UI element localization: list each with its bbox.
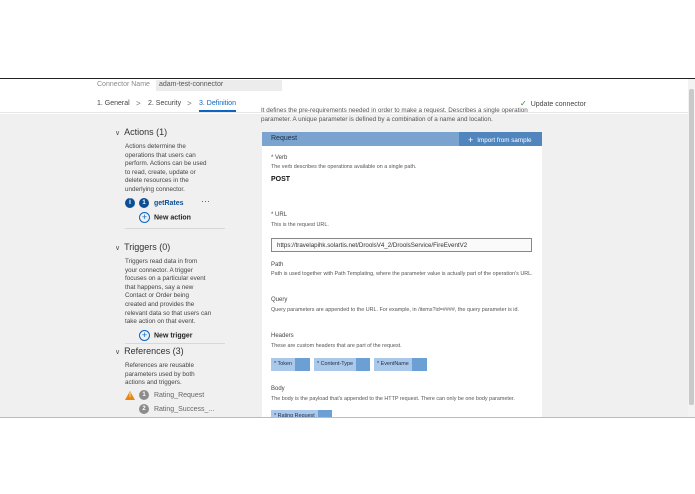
actions-description: Actions determine the operations that users can perform. Actions can be used to read, create, update or delete resources in the underlying connector.	[125, 143, 207, 193]
body-chip-rating-request[interactable]	[271, 410, 332, 418]
add-icon: +	[139, 212, 150, 223]
divider	[125, 343, 225, 344]
add-icon: +	[139, 330, 150, 341]
action-label: getRates	[153, 199, 184, 207]
body-label: Body	[271, 386, 285, 392]
chip-label: * Content-Type	[314, 358, 356, 371]
update-connector-label: Update connector	[530, 101, 586, 108]
import-label: Import from sample	[477, 137, 532, 144]
references-description: References are reusable parameters used by both actions and triggers.	[125, 362, 195, 387]
new-action-label: New action	[154, 214, 191, 222]
scrollbar-thumb[interactable]	[689, 89, 694, 405]
query-description: Query parameters are appended to the URL. For example, in /items?id=####, the query parameter is id.	[271, 307, 519, 313]
references-section-toggle[interactable]	[115, 346, 184, 356]
triggers-section-toggle[interactable]	[115, 242, 170, 252]
more-options-icon[interactable]: ···	[201, 196, 210, 206]
chevron-down-icon: ∨	[115, 245, 121, 252]
checkmark-icon: ✓	[520, 99, 527, 108]
connector-name-row	[0, 79, 688, 93]
verb-label: * Verb	[271, 155, 288, 161]
verb-value[interactable]: POST	[271, 176, 291, 183]
reference-label: Rating_Success_...	[153, 405, 215, 413]
request-panel	[262, 132, 542, 418]
connector-name-label: Connector Name	[97, 81, 150, 88]
reference-label: Rating_Request	[153, 391, 205, 399]
references-title: References (3)	[124, 346, 184, 356]
request-title: Request	[271, 135, 298, 142]
info-icon: i	[125, 198, 135, 208]
definition-intro: It defines the pre-requirements needed in order to make a request. Describes a single operation parameter. A unique parameter is defined by a combination of a name and location.	[261, 107, 528, 123]
body-description: The body is the payload that's appended to the HTTP request. There can only be one body parameter.	[271, 396, 515, 402]
verb-description: The verb describes the operations available on a single path.	[271, 164, 417, 170]
header-chip-token[interactable]	[271, 358, 310, 371]
step-definition[interactable]: 3. Definition	[199, 100, 236, 107]
header-chip-eventname[interactable]	[374, 358, 427, 371]
path-label: Path	[271, 262, 284, 268]
step-security[interactable]: 2. Security	[148, 100, 182, 107]
new-action-button[interactable]	[139, 212, 191, 223]
triggers-title: Triggers (0)	[124, 242, 171, 252]
warning-mark: !	[129, 393, 131, 399]
request-header	[262, 132, 542, 146]
active-step-indicator	[199, 110, 236, 112]
reference-item-rating-success[interactable]	[139, 404, 214, 414]
path-description: Path is used together with Path Templating, where the parameter value is actually part of the operation's URL.	[271, 271, 533, 277]
triggers-description: Triggers read data in from your connector. A trigger focuses on a particular event that happens, say a new Contact or Order being created and provides the relevant data so that users can take action on that event.	[125, 258, 212, 326]
actions-title: Actions (1)	[124, 127, 168, 137]
connector-editor	[0, 78, 695, 418]
url-description: This is the request URL.	[271, 222, 329, 228]
chip-label: * EventName	[374, 358, 412, 371]
url-label: * URL	[271, 212, 288, 218]
actions-section-toggle[interactable]	[115, 127, 167, 137]
reference-number-badge: 2	[139, 404, 149, 414]
divider	[125, 228, 225, 229]
new-trigger-button[interactable]	[139, 330, 193, 341]
definition-area	[0, 107, 688, 418]
chevron-down-icon: ∨	[115, 130, 121, 137]
step-general[interactable]: 1. General	[97, 100, 130, 107]
import-from-sample-button[interactable]	[459, 132, 542, 146]
url-input[interactable]: https://travelapihk.solartis.net/DroolsV4_2/DroolsService/FireEventV2	[271, 238, 532, 252]
reference-number-badge: 1	[139, 390, 149, 400]
plus-icon: +	[468, 135, 474, 145]
headers-label: Headers	[271, 333, 294, 339]
chip-label: * Token	[271, 358, 295, 371]
scrollbar[interactable]	[688, 79, 695, 418]
chip-label: * Rating Request	[271, 410, 318, 418]
connector-name-input[interactable]: adam-test-connector	[156, 80, 282, 91]
reference-item-rating-request[interactable]	[139, 390, 204, 400]
chevron-right-icon: >	[187, 99, 192, 108]
new-trigger-label: New trigger	[154, 332, 193, 340]
action-item-getrates[interactable]	[139, 198, 184, 208]
headers-description: These are custom headers that are part of the request.	[271, 343, 402, 349]
chevron-down-icon: ∨	[115, 349, 121, 356]
query-label: Query	[271, 297, 288, 303]
chevron-right-icon: >	[136, 99, 141, 108]
action-number-badge: 1	[139, 198, 149, 208]
header-chip-content-type[interactable]	[314, 358, 370, 371]
